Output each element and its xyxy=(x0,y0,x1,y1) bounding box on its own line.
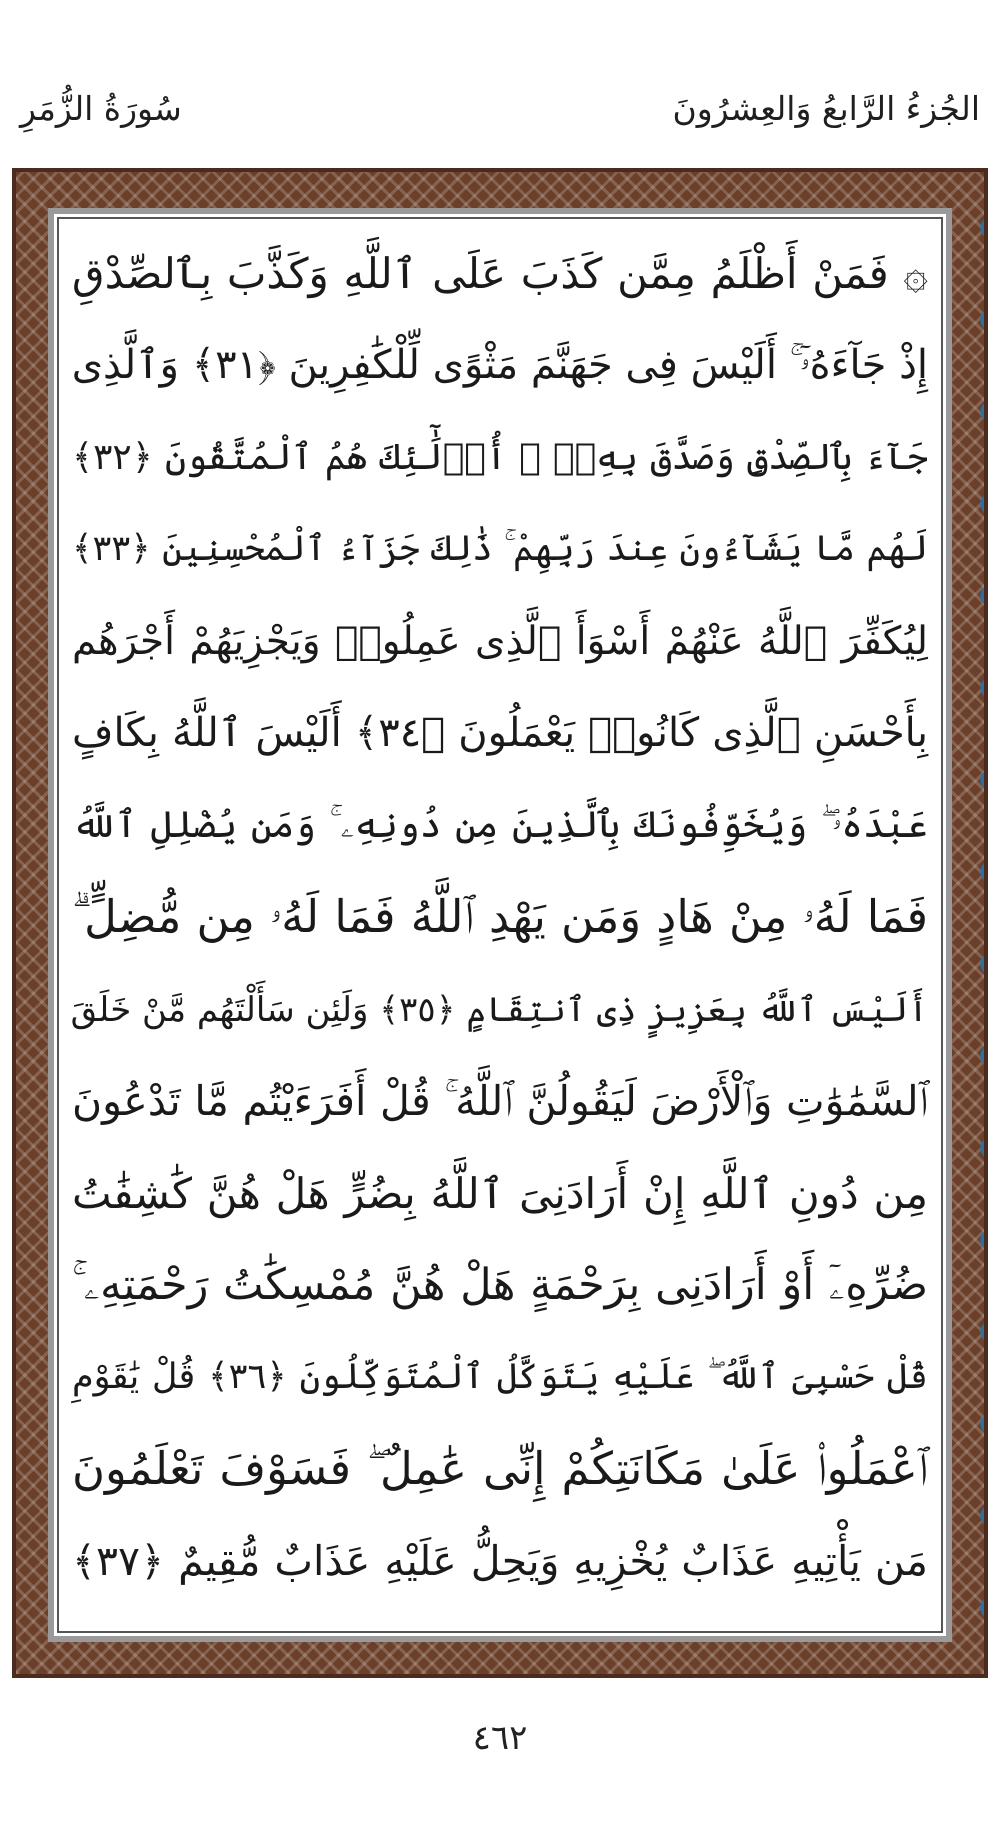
text-line: بِأَحْسَنِ ٱلَّذِى كَانُوا۟ يَعْمَلُونَ ﴿٣٤﴾ أَلَيْسَ ٱللَّهُ بِكَافٍ xyxy=(72,710,928,756)
text-line: عَبْدَهُۥ ۖ وَيُخَوِّفُونَكَ بِٱلَّذِينَ مِن دُونِهِۦ ۚ وَمَن يُضْلِلِ ٱللَّهُ xyxy=(72,803,928,846)
text-line: ٱعْمَلُوا۟ عَلَىٰ مَكَانَتِكُمْ إِنِّى عَٰمِلٌ ۖ فَسَوْفَ تَعْلَمُونَ xyxy=(72,1442,928,1495)
text-line: جَآءَ بِٱلصِّدْقِ وَصَدَّقَ بِهِۦٓ ۙ أُو۟لَٰٓئِكَ هُمُ ٱلْمُتَّقُونَ ﴿٣٢﴾ xyxy=(72,436,928,478)
page-number: ٤٦٢ xyxy=(472,1718,528,1758)
text-line: إِذْ جَآءَهُۥٓ ۚ أَلَيْسَ فِى جَهَنَّمَ مَثْوًى لِّلْكَٰفِرِينَ ﴿٣١﴾ وَٱلَّذِى xyxy=(71,342,928,388)
text-line: قُلْ حَسْبِىَ ٱللَّهُ ۖ عَلَيْهِ يَتَوَكَّلُ ٱلْمُتَوَكِّلُونَ ﴿٣٦﴾ قُلْ يَٰقَوْمِ xyxy=(72,1357,928,1397)
text-line: ضُرِّهِۦٓ أَوْ أَرَادَنِى بِرَحْمَةٍ هَلْ هُنَّ مُمْسِكَٰتُ رَحْمَتِهِۦ ۚ xyxy=(72,1260,928,1310)
text-line: لَهُم مَّا يَشَآءُونَ عِندَ رَبِّهِمْ ۚ ذَٰلِكَ جَزَآءُ ٱلْمُحْسِنِينَ ﴿٣٣﴾ xyxy=(72,529,928,569)
text-line: ٱلسَّمَٰوَٰتِ وَٱلْأَرْضَ لَيَقُولُنَّ ٱللَّهُ ۚ قُلْ أَفَرَءَيْتُم مَّا تَدْعُونَ xyxy=(72,1076,928,1125)
juz-title: الجُزءُ الرَّابعُ وَالعِشرُونَ xyxy=(672,89,980,128)
page-text xyxy=(72,232,928,1622)
text-line: ۞ فَمَنْ أَظْلَمُ مِمَّن كَذَبَ عَلَى ٱللَّهِ وَكَذَّبَ بِٱلصِّدْقِ xyxy=(72,248,928,298)
text-line: أَلَيْسَ ٱللَّهُ بِعَزِيزٍ ذِى ٱنتِقَامٍ ﴿٣٥﴾ وَلَئِن سَأَلْتَهُم مَّنْ خَلَقَ xyxy=(70,989,928,1030)
surah-title: سُورَةُ الزُّمَرِ xyxy=(20,89,182,128)
text-line: مَن يَأْتِيهِ عَذَابٌ يُخْزِيهِ وَيَحِلُّ عَلَيْهِ عَذَابٌ مُّقِيمٌ ﴿٣٧﴾ xyxy=(72,1537,928,1585)
text-line: مِن دُونِ ٱللَّهِ إِنْ أَرَادَنِىَ ٱللَّهُ بِضُرٍّ هَلْ هُنَّ كَٰشِفَٰتُ xyxy=(72,1168,928,1218)
text-line: لِيُكَفِّرَ ٱللَّهُ عَنْهُمْ أَسْوَأَ ٱلَّذِى عَمِلُوا۟ وَيَجْزِيَهُمْ أَجْرَهُم xyxy=(72,618,928,664)
text-line: فَمَا لَهُۥ مِنْ هَادٍ وَمَن يَهْدِ ٱللَّهُ فَمَا لَهُۥ مِن مُّضِلٍّ ۗ xyxy=(72,890,928,943)
